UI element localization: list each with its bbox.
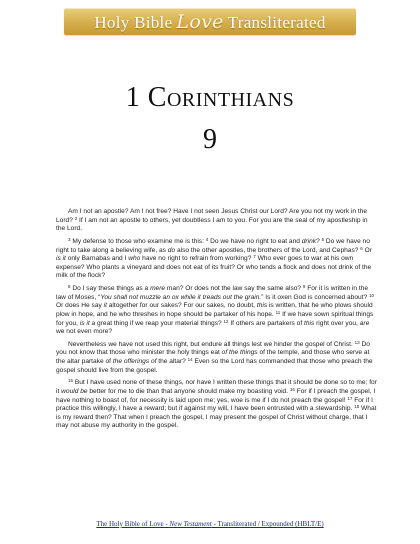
verse-text: Who ever goes to war at his own expense? Who plants a vineyard and does not eat of its fruit? Or who tends a flock and does not drink of the milk of the flock? — [56, 255, 372, 280]
verse-text: Do we have no right to eat and — [208, 237, 302, 245]
chapter-number: 9 — [203, 124, 217, 155]
paragraph — [56, 285, 378, 337]
verse-number: 6 — [360, 245, 363, 251]
paragraph — [56, 208, 378, 234]
italic-text: are — [359, 319, 370, 327]
verse-text: also the other apostles, the brothers of the Lord, and Cephas? — [175, 246, 361, 254]
verse-number: 8 — [68, 284, 71, 290]
book-title: 1 Corinthians — [125, 82, 295, 113]
chapter-text — [56, 208, 378, 435]
verse-text: For it is written in the law of Moses, “ — [56, 285, 369, 301]
verse-number: 5 — [321, 236, 325, 242]
verse-text: If I am not an apostle to others, yet doubtless I am to you. For you are the seal of my apostleship in the Lord. — [56, 216, 368, 233]
italic-text: do — [167, 246, 176, 254]
verse-number: 3 — [68, 236, 71, 242]
verse-text: My defense to those who examine me is this: — [70, 237, 206, 245]
verse-number: 4 — [205, 236, 209, 242]
verse-number: 7 — [253, 254, 256, 260]
verse-text: Even so the Lord has commanded that those who preach the gospel should live from the gospel. — [56, 358, 373, 374]
verse-number: 17 — [347, 395, 353, 401]
verse-text: man? Or does not the law say the same also? — [165, 285, 303, 293]
verse-number: 14 — [187, 357, 193, 363]
italic-text: of the things — [221, 349, 258, 357]
verse-number: 9 — [302, 284, 306, 290]
italic-text: this — [304, 319, 315, 327]
verse-number: 12 — [223, 318, 229, 324]
verse-number: 2 — [74, 215, 78, 221]
italic-text: who — [128, 255, 141, 263]
verse-text: For if I preach the gospel, I have nothing to boast of, for necessity is laid upon me; yes, woe is me if I do not preach the gospel! — [56, 388, 376, 404]
verse-text: is written, that he who plows should plow in hope, and he who threshes in hope should be partaker of his hope. — [56, 302, 373, 318]
italic-text: the offerings of — [112, 358, 157, 366]
verse-number: 11 — [275, 309, 281, 315]
verse-number: 10 — [369, 292, 375, 298]
verse-text: right over you, — [314, 319, 360, 327]
italic-text: You shall not muzzle an ox while it treads out the grain. — [100, 293, 262, 301]
italic-text: is it — [79, 319, 90, 327]
banner-title-part1: Holy Bible — [94, 12, 173, 32]
verse-text: have no right to refrain from working? — [140, 255, 254, 263]
verse-text: ” Is it oxen God is concerned about? — [261, 293, 370, 301]
paragraph — [56, 238, 378, 281]
italic-text: drink — [301, 237, 317, 245]
verse-text: of the temple, and those who serve at the altar partake of — [56, 349, 370, 366]
italic-text: mere — [150, 285, 166, 293]
verse-text: Or — [362, 246, 372, 254]
banner-title — [94, 11, 325, 33]
italic-text: is it — [56, 255, 66, 263]
verse-text: a great thing if we reap your material things? — [89, 319, 224, 327]
paragraph — [56, 379, 378, 431]
footer-prefix: The Holy Bible of Love - — [96, 520, 170, 528]
italic-text: it — [103, 302, 107, 310]
verse-text: If we have sown spiritual things for you, — [56, 310, 374, 327]
verse-number: 18 — [354, 404, 360, 410]
verse-text: Am I not an apostle? Am I not free? Have I not seen Jesus Christ our Lord? Are you not my work in the Lord? — [56, 208, 368, 224]
footer-suffix: - Transliterated / Expounded (HBLT/E) — [211, 520, 324, 528]
banner-title-love: Love — [176, 10, 224, 33]
verse-text: we not even more? — [56, 328, 113, 336]
footer-italic: New Testament — [169, 520, 212, 528]
verse-text: the altar? — [156, 358, 188, 366]
banner-title-part2: Transliterated — [227, 12, 326, 32]
verse-text: Or does He say — [56, 302, 104, 310]
italic-text: would be — [61, 388, 88, 396]
header-banner — [64, 8, 356, 35]
italic-text: this — [256, 302, 268, 310]
verse-text: What is my reward then? That when I preach the gospel, I may present the gospel of Christ without charge, that I may not abuse my authority in the gospel. — [56, 405, 377, 430]
paragraph — [56, 341, 378, 375]
verse-text: Do you not know that those who minister the holy things eat — [56, 340, 370, 357]
verse-text: But I have used none of these things, nor have I written these things that it should be done so to me; for it — [56, 379, 377, 396]
verse-text: Nevertheless we have not used this right, but endure all things lest we hinder the gospel of Christ. — [68, 340, 355, 348]
verse-text: Do we have no right to take along a believing wife, as — [56, 237, 370, 254]
verse-text: better for me to die than that anyone should make my boasting void. — [87, 388, 290, 396]
verse-text: Do I say these things as a — [70, 285, 151, 293]
verse-number: 13 — [354, 339, 360, 345]
verse-number: 15 — [68, 378, 74, 384]
verse-text: ? — [316, 237, 322, 245]
footer-link[interactable] — [0, 520, 420, 528]
verse-text: only Barnabas and I — [65, 255, 129, 263]
verse-text: For if I practice this willingly, I have a reward; but if against my will, I have been entrusted with a stewardship. — [56, 396, 373, 413]
verse-text: altogether for our sakes? For our sakes, no doubt, — [106, 302, 257, 310]
verse-text: If others are partakers of — [228, 319, 305, 327]
verse-number: 16 — [289, 387, 295, 393]
